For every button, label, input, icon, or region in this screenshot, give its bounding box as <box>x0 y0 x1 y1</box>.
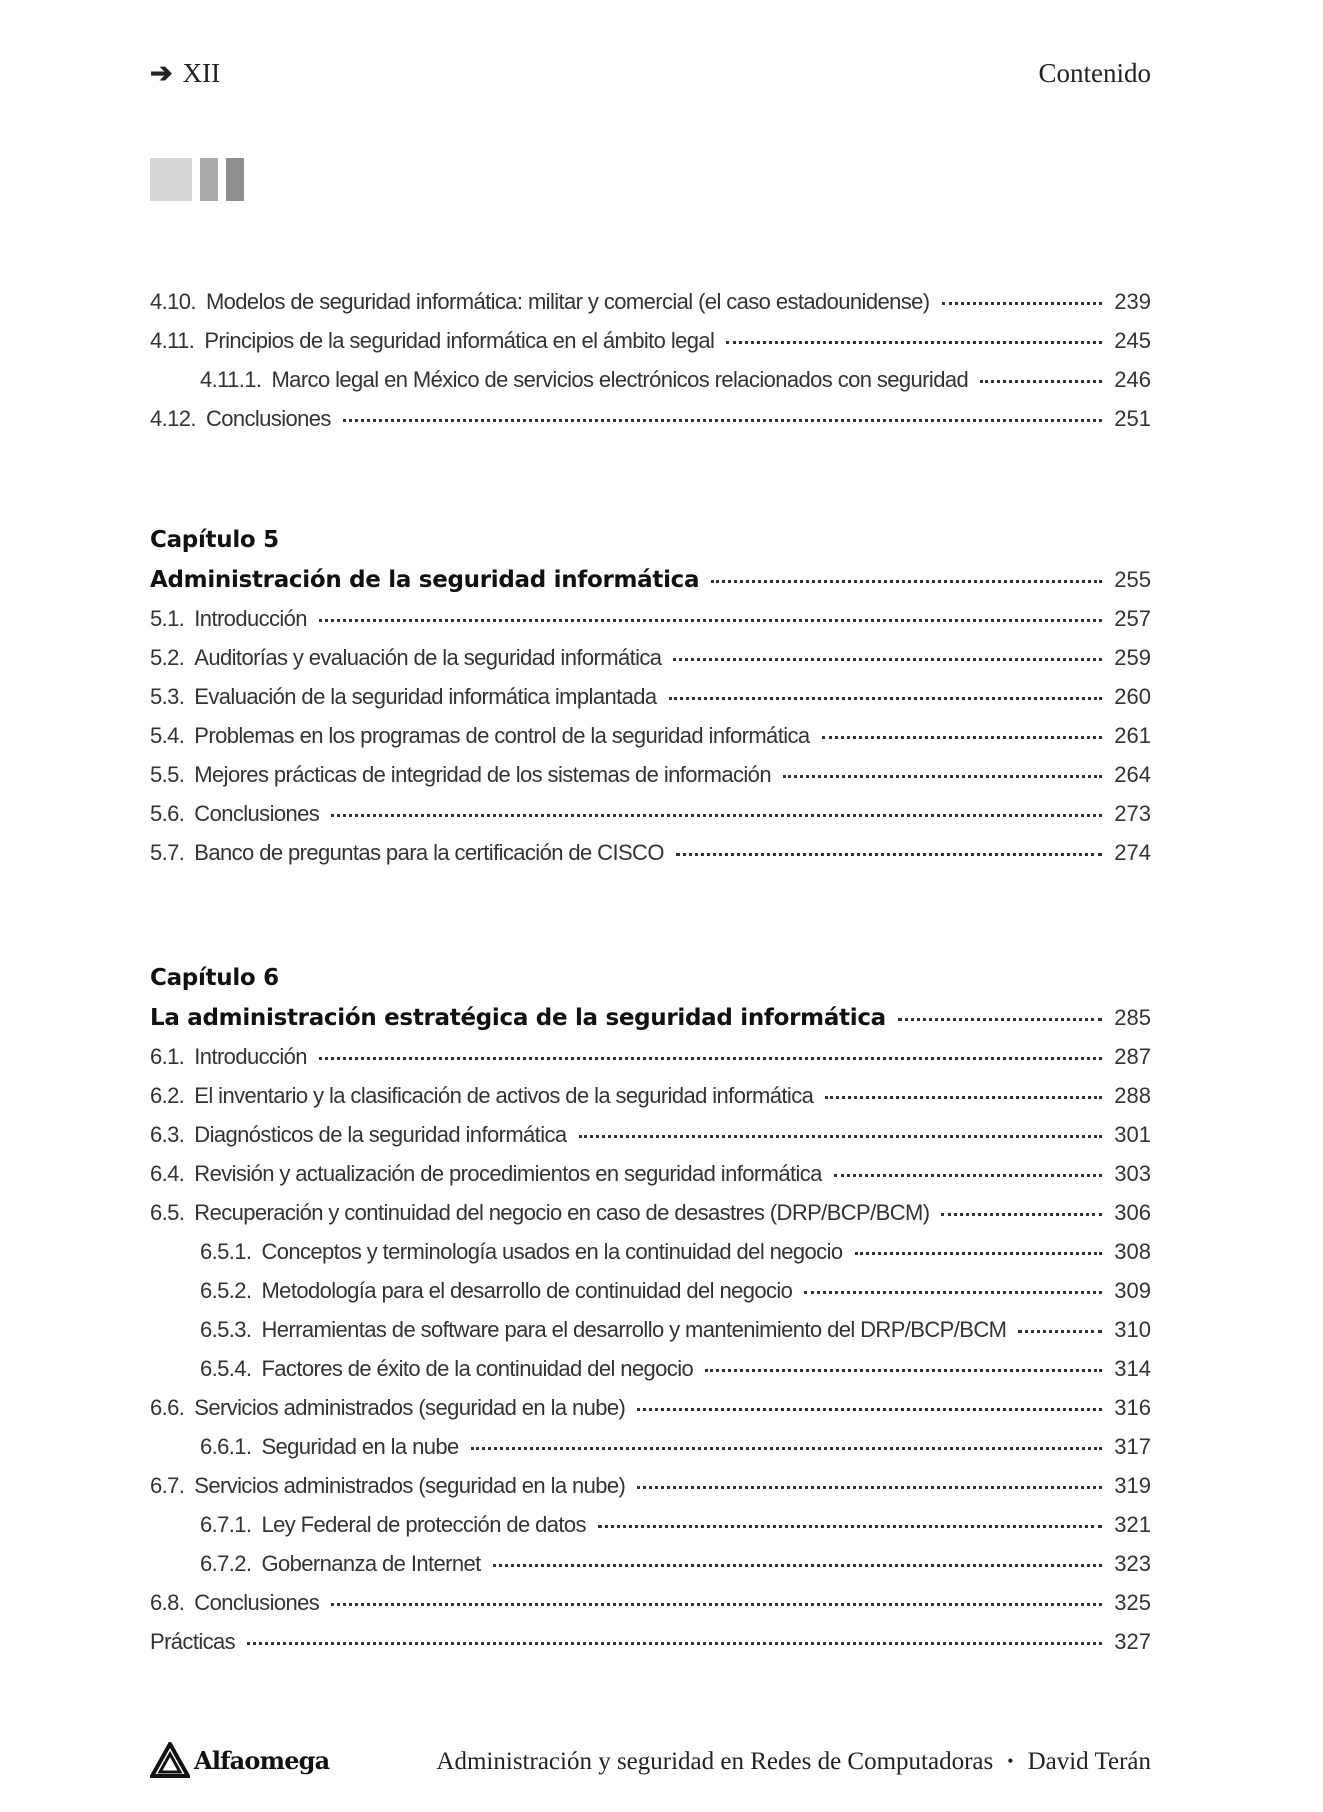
publisher-logo <box>150 1742 329 1778</box>
chapter-title: Administración de la seguridad informática <box>150 567 700 593</box>
toc-entry-title: Marco legal en México de servicios electrónicos relacionados con seguridad <box>271 367 969 392</box>
toc-entry <box>150 1037 1151 1076</box>
toc-subentry <box>150 1271 1151 1310</box>
toc-subentry <box>150 1544 1151 1583</box>
toc-entry-page: 257 <box>1114 606 1151 631</box>
toc-entry-page: 246 <box>1114 367 1151 392</box>
toc-entry-number: 5.6. <box>150 801 185 826</box>
page-footer <box>150 1745 1151 1788</box>
toc-entry-page: 317 <box>1114 1434 1151 1459</box>
toc-entry-page: 325 <box>1114 1590 1151 1615</box>
toc-entry-title: Prácticas <box>150 1629 236 1654</box>
dot-leader <box>637 1408 1102 1411</box>
dot-leader <box>855 1252 1103 1255</box>
toc-entry-title: Conclusiones <box>194 1590 320 1615</box>
toc-entry-number: 6.5.1. <box>200 1239 252 1264</box>
dot-leader <box>331 1603 1102 1606</box>
dot-leader <box>319 619 1102 622</box>
toc-subentry <box>150 1349 1151 1388</box>
toc-subentry <box>150 1427 1151 1466</box>
page-number-group <box>150 58 220 89</box>
toc-entry <box>150 794 1151 833</box>
toc-entry <box>150 1193 1151 1232</box>
dot-leader <box>898 1018 1102 1021</box>
toc-entry <box>150 833 1151 872</box>
decorative-block-light <box>150 158 192 201</box>
dot-leader <box>493 1564 1103 1567</box>
toc-entry <box>150 1115 1151 1154</box>
toc-entry-page: 287 <box>1114 1044 1151 1069</box>
toc-entry-number: 5.3. <box>150 684 185 709</box>
toc-entry-title: Auditorías y evaluación de la seguridad informática <box>194 645 662 670</box>
toc-entry-title: Conceptos y terminología usados en la continuidad del negocio <box>261 1239 843 1264</box>
chapter-label: Capítulo 6 <box>150 965 279 991</box>
toc-entry <box>150 321 1151 360</box>
toc-entry-number: 6.2. <box>150 1083 185 1108</box>
toc-entry-title: Modelos de seguridad informática: militar y comercial (el caso estadounidense) <box>205 289 930 314</box>
chapter-label: Capítulo 5 <box>150 527 279 553</box>
spacer <box>150 438 1151 520</box>
toc-entry-title: Recuperación y continuidad del negocio en caso de desastres (DRP/BCP/BCM) <box>194 1200 930 1225</box>
toc-entry <box>150 716 1151 755</box>
toc-entry-number: 6.7.1. <box>200 1512 252 1537</box>
dot-leader <box>676 853 1102 856</box>
toc-entry <box>150 1466 1151 1505</box>
toc-entry-title: Servicios administrados (seguridad en la nube) <box>194 1473 626 1498</box>
dot-leader <box>783 775 1102 778</box>
toc-entry <box>150 599 1151 638</box>
toc-entry-title: Introducción <box>194 1044 307 1069</box>
toc-entry-page: 308 <box>1114 1239 1151 1264</box>
toc-entry-page: 251 <box>1114 406 1151 431</box>
dot-leader <box>804 1291 1102 1294</box>
dot-leader <box>471 1447 1103 1450</box>
toc-entry-title: Metodología para el desarrollo de continuidad del negocio <box>261 1278 793 1303</box>
toc-entry <box>150 1076 1151 1115</box>
toc-entry-number: 6.7.2. <box>200 1551 252 1576</box>
toc-entry-page: 285 <box>1114 1005 1151 1030</box>
arrow-right-icon: ➔ <box>150 58 173 88</box>
toc-entry-title: Introducción <box>194 606 307 631</box>
toc-entry-number: 6.1. <box>150 1044 185 1069</box>
toc-entry-title: Seguridad en la nube <box>261 1434 459 1459</box>
toc-entry-page: 259 <box>1114 645 1151 670</box>
toc-entry-page: 239 <box>1114 289 1151 314</box>
toc-entry <box>150 755 1151 794</box>
toc-entry-title: Mejores prácticas de integridad de los sistemas de información <box>194 762 771 787</box>
toc-entry-page: 274 <box>1114 840 1151 865</box>
toc-entry-number: 4.10. <box>150 289 196 314</box>
toc-entry-title: Diagnósticos de la seguridad informática <box>194 1122 567 1147</box>
spacer <box>150 872 1151 958</box>
toc-entry-page: 310 <box>1114 1317 1151 1342</box>
toc-subentry <box>150 1310 1151 1349</box>
dot-leader <box>822 736 1103 739</box>
running-head <box>150 58 1151 98</box>
decorative-block-mid <box>200 158 218 201</box>
toc-entry <box>150 638 1151 677</box>
page-number: XII <box>182 58 221 88</box>
toc-entry-title: Evaluación de la seguridad informática implantada <box>194 684 657 709</box>
dot-leader <box>637 1486 1102 1489</box>
toc-entry-number: 6.5.3. <box>200 1317 252 1342</box>
toc-entry-number: 5.2. <box>150 645 185 670</box>
toc-entry-page: 288 <box>1114 1083 1151 1108</box>
toc-entry-page: 301 <box>1114 1122 1151 1147</box>
toc-subentry <box>150 360 1151 399</box>
toc-entry-page: 327 <box>1114 1629 1151 1654</box>
toc-entry-title: Principios de la seguridad informática en el ámbito legal <box>204 328 715 353</box>
toc-entry-page: 316 <box>1114 1395 1151 1420</box>
toc-entry-title: El inventario y la clasificación de activos de la seguridad informática <box>194 1083 814 1108</box>
toc-entry <box>150 1622 1151 1661</box>
toc-entry-page: 245 <box>1114 328 1151 353</box>
toc-entry-page: 255 <box>1114 567 1151 592</box>
toc-entry-title: Revisión y actualización de procedimientos en seguridad informática <box>194 1161 822 1186</box>
chapter-title-entry <box>150 998 1151 1037</box>
toc-entry-page: 323 <box>1114 1551 1151 1576</box>
toc-entry-number: 5.5. <box>150 762 185 787</box>
toc-entry-number: 6.3. <box>150 1122 185 1147</box>
toc-subentry <box>150 1505 1151 1544</box>
toc-entry-page: 309 <box>1114 1278 1151 1303</box>
toc-entry-number: 6.5.4. <box>200 1356 252 1381</box>
toc-entry-number: 5.1. <box>150 606 185 631</box>
toc-entry-number: 6.6. <box>150 1395 185 1420</box>
toc-entry-page: 261 <box>1114 723 1151 748</box>
toc-entry-page: 306 <box>1114 1200 1151 1225</box>
book-citation <box>436 1748 1151 1776</box>
decorative-block-dark <box>226 158 244 201</box>
toc-entry <box>150 1154 1151 1193</box>
toc-entry-page: 303 <box>1114 1161 1151 1186</box>
toc-entry-number: 5.4. <box>150 723 185 748</box>
toc-entry-page: 273 <box>1114 801 1151 826</box>
toc-entry-title: Conclusiones <box>205 406 331 431</box>
dot-leader <box>941 1213 1102 1216</box>
section-title: Contenido <box>1038 58 1151 88</box>
toc-entry-page: 260 <box>1114 684 1151 709</box>
book-author: David Terán <box>1027 1748 1151 1775</box>
dot-leader <box>319 1057 1102 1060</box>
toc-entry-number: 6.6.1. <box>200 1434 252 1459</box>
toc-entry-number: 4.12. <box>150 406 196 431</box>
toc-entry <box>150 1583 1151 1622</box>
dot-leader <box>834 1174 1102 1177</box>
dot-leader <box>942 302 1103 305</box>
dot-leader <box>711 580 1102 583</box>
dot-leader <box>331 814 1102 817</box>
toc-entry-number: 6.5. <box>150 1200 185 1225</box>
toc-entry-number: 6.8. <box>150 1590 185 1615</box>
dot-leader <box>825 1096 1102 1099</box>
chapter-title-entry <box>150 560 1151 599</box>
toc-entry <box>150 399 1151 438</box>
toc-entry-title: Banco de preguntas para la certificación de CISCO <box>194 840 664 865</box>
bullet-separator: • <box>1007 1751 1014 1771</box>
publisher-name: Alfaomega <box>194 1745 330 1775</box>
dot-leader <box>673 658 1102 661</box>
toc-entry-title: Factores de éxito de la continuidad del negocio <box>261 1356 694 1381</box>
dot-leader <box>669 697 1103 700</box>
toc-entry-number: 6.5.2. <box>200 1278 252 1303</box>
toc-entry-title: Gobernanza de Internet <box>261 1551 481 1576</box>
table-of-contents <box>150 282 1151 1661</box>
dot-leader <box>343 419 1102 422</box>
dot-leader <box>705 1369 1102 1372</box>
alfaomega-triangle-icon <box>150 1742 190 1778</box>
book-title: Administración y seguridad en Redes de Computadoras <box>436 1748 994 1775</box>
toc-entry-page: 314 <box>1114 1356 1151 1381</box>
toc-entry-number: 6.4. <box>150 1161 185 1186</box>
toc-entry-title: Servicios administrados (seguridad en la nube) <box>194 1395 626 1420</box>
dot-leader <box>1018 1330 1102 1333</box>
toc-subentry <box>150 1232 1151 1271</box>
toc-entry-number: 5.7. <box>150 840 185 865</box>
toc-entry <box>150 282 1151 321</box>
dot-leader <box>598 1525 1102 1528</box>
chapter-title: La administración estratégica de la seguridad informática <box>150 1005 886 1031</box>
toc-entry <box>150 1388 1151 1427</box>
dot-leader <box>579 1135 1103 1138</box>
toc-entry-number: 6.7. <box>150 1473 185 1498</box>
toc-entry-title: Problemas en los programas de control de la seguridad informática <box>194 723 810 748</box>
toc-entry-title: Ley Federal de protección de datos <box>261 1512 586 1537</box>
toc-entry-number: 4.11. <box>150 328 195 353</box>
toc-entry-page: 321 <box>1114 1512 1151 1537</box>
toc-entry-page: 319 <box>1114 1473 1151 1498</box>
dot-leader <box>247 1642 1102 1645</box>
toc-entry-page: 264 <box>1114 762 1151 787</box>
toc-entry-title: Conclusiones <box>194 801 320 826</box>
toc-entry-number: 4.11.1. <box>200 367 262 392</box>
toc-entry-title: Herramientas de software para el desarrollo y mantenimiento del DRP/BCP/BCM <box>261 1317 1007 1342</box>
dot-leader <box>726 341 1102 344</box>
toc-entry <box>150 677 1151 716</box>
dot-leader <box>980 380 1102 383</box>
